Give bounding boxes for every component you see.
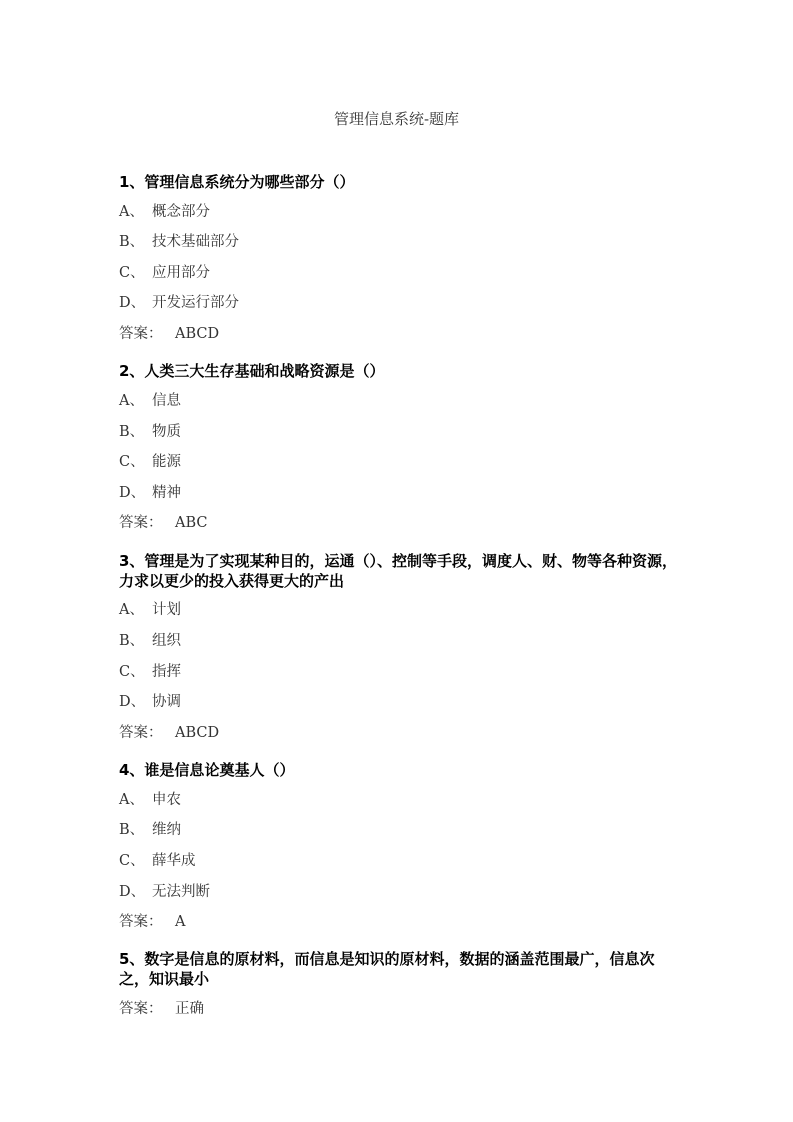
option-item <box>119 258 679 289</box>
answer-value: ABCD <box>175 724 220 741</box>
option-item <box>119 687 679 718</box>
option-item <box>119 595 679 626</box>
option-item <box>119 288 679 319</box>
answer-value: 正确 <box>175 1001 204 1018</box>
question-text: 2、人类三大生存基础和战略资源是（） <box>119 362 385 381</box>
answer-line <box>119 907 679 938</box>
option-text: 物质 <box>152 423 181 440</box>
option-text: 应用部分 <box>152 264 210 281</box>
option-item <box>119 227 679 258</box>
answer-line <box>119 508 679 539</box>
option-text: 申农 <box>152 791 181 808</box>
option-label: C、 <box>119 663 145 680</box>
question-block <box>119 172 679 350</box>
option-item <box>119 417 679 448</box>
answer-value: ABCD <box>175 326 220 343</box>
question-list <box>119 129 679 1025</box>
option-label: D、 <box>119 883 146 900</box>
option-label: C、 <box>119 852 145 869</box>
option-label: C、 <box>119 264 145 281</box>
answer-label: 答案： <box>119 914 163 931</box>
option-text: 信息 <box>152 393 181 410</box>
option-label: D、 <box>119 484 146 501</box>
answer-label: 答案： <box>119 1001 163 1018</box>
option-text: 能源 <box>152 454 181 471</box>
option-text: 组织 <box>152 632 181 649</box>
option-text: 开发运行部分 <box>152 295 239 312</box>
question-block <box>119 760 679 938</box>
answer-line <box>119 319 679 350</box>
option-label: A、 <box>119 602 144 619</box>
option-item <box>119 657 679 688</box>
option-text: 精神 <box>152 484 181 501</box>
option-label: B、 <box>119 632 145 649</box>
question-text: 1、管理信息系统分为哪些部分（） <box>119 173 355 191</box>
option-item <box>119 846 679 877</box>
question-text: 3、管理是为了实现某种目的，运通（）、控制等手段，调度人、财、物等各种资源，力求以更少的投入获得更大的产出 <box>119 551 677 590</box>
option-item <box>119 785 679 816</box>
option-text: 无法判断 <box>152 883 210 900</box>
option-text: 概念部分 <box>152 203 210 220</box>
question-text: 4、谁是信息论奠基人（） <box>119 761 295 780</box>
answer-value: A <box>175 914 186 931</box>
option-text: 技术基础部分 <box>152 234 239 251</box>
option-label: D、 <box>119 694 146 711</box>
option-item <box>119 626 679 657</box>
option-label: B、 <box>119 234 145 251</box>
option-label: D、 <box>119 295 146 312</box>
option-item <box>119 877 679 908</box>
answer-label: 答案： <box>119 724 163 741</box>
option-text: 协调 <box>152 694 181 711</box>
option-text: 薛华成 <box>152 852 196 869</box>
option-label: C、 <box>119 454 145 471</box>
option-label: A、 <box>119 791 144 808</box>
option-item <box>119 447 679 478</box>
option-item <box>119 197 679 228</box>
option-text: 计划 <box>152 602 181 619</box>
option-label: B、 <box>119 822 145 839</box>
answer-label: 答案： <box>119 326 163 343</box>
option-text: 维纳 <box>152 822 181 839</box>
question-block <box>119 551 679 749</box>
document-title: 管理信息系统-题库 <box>333 110 460 128</box>
option-item <box>119 478 679 509</box>
question-block <box>119 361 679 539</box>
answer-value: ABC <box>175 515 208 532</box>
answer-line <box>119 994 679 1025</box>
option-label: B、 <box>119 423 145 440</box>
question-block <box>119 949 679 1024</box>
question-text: 5、数字是信息的原材料，而信息是知识的原材料，数据的涵盖范围最广，信息次之，知识最小 <box>119 950 655 989</box>
option-item <box>119 386 679 417</box>
option-label: A、 <box>119 393 144 410</box>
answer-line <box>119 718 679 749</box>
option-item <box>119 815 679 846</box>
option-text: 指挥 <box>152 663 181 680</box>
option-label: A、 <box>119 203 144 220</box>
answer-label: 答案： <box>119 515 163 532</box>
